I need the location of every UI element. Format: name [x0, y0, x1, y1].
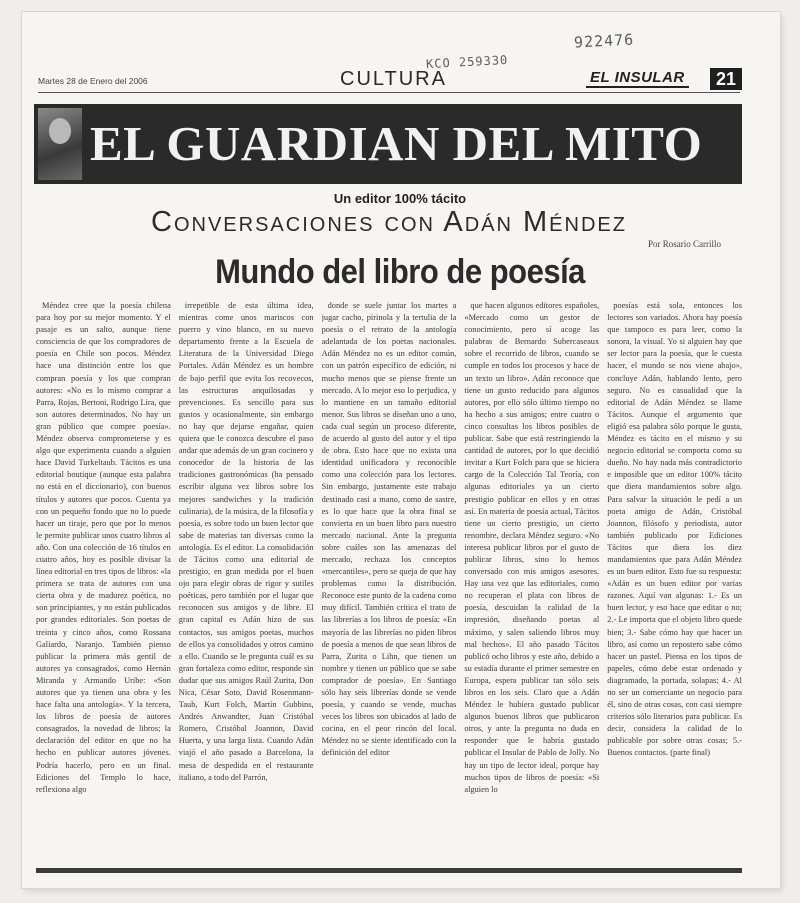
column-4	[464, 300, 599, 858]
catalog-code: KCO 259330	[425, 52, 509, 72]
subheadline: Mundo del libro de poesía	[215, 251, 585, 292]
column-text: irrepetible de esta última idea, mientras come unos mariscos con puerro y vino blanco, en su nuevo departamento frente a la Escuela de Literatura de la Universidad Diego Portales. Adán Méndez es un hombre de bajo perfil que evita los recovecos, las estructuras anquilosadas y prevenciones. Es sencillo para sus gustos y ocasionalmente, sin embargo no hay que dejarse engañar, quien quiera que le conozca descubre el paso andar que además de un gran cocinero y conocedor de la historia de las tradiciones gastronómicas (ha pensado escribir alguna vez libros sobre los mejores sandwiches y la tradición culinaria), de la música, de la filosofía y poesía, es sobre todo un buen lector que sabe de materias tan diversas como la antología. Es el editor. La consolidación de Tácitos como una editorial de prestigio, en gran medida por el buen ojo para elegir obras de rigor y sutiles poéticas, pero también por el lugar que reconocen sus amigos y de libre. El gran capital es Adán hizo de sus contactos, sus amigos poetas, muchos de ellos ya consolidados y otros camino a ello. Cuando se le pregunta cuál es su gran fortaleza como editor, responde sin dudar que sus amigos Raúl Zurita, Don Nica, César Soto, David Rosenmann-Taub, Kurt Folch, Martín Gubbins, Andrés Anwandter, Juan Cristóbal Romero, Cristóbal Joannon, David Huerta, y una larga lista. Cuando Adán viajó el año pasado a Barcelona, la mesa de despedida en el restaurante italiano, a todo del Parrón,	[178, 301, 314, 782]
issue-date: Martes 28 de Enero del 2006	[38, 76, 148, 86]
handwritten-number: 922476	[573, 30, 635, 52]
article-body	[36, 300, 742, 858]
column-5	[607, 300, 742, 858]
title-banner	[34, 104, 742, 184]
column-text: donde se suele juntar los martes a jugar cacho, pirinola y la tertulia de la poesía o el retrato de la antología adelantada de los poetas nacionales. Adán Méndez no es un editor común, con un patrón específico de edición, ni mucho menos que se piense frente un mercado. A lo mejor eso lo perjudica, y lo mantiene en un tamaño editorial menor. Sus libros se diseñan uno a uno, cada cual según un proceso diferente, de acuerdo al gusto del autor y el tipo de obra. Esto hace que no exista una identidad unificadora y reconocible como una colección para los lectores. Sin embargo, justamente este trabajo destinado casi a mano, como de sastre, es lo que hace que la obra final se convierta en un buen libro para nuestro mercado nacional. Ante la pregunta sobre cuáles son las amenazas del mercado, rechaza los conceptos «mercantiles», pero se queja de que hay problemas como la distribución. Reconoce este punto de la cadena como muy difícil. También critica el trato de las librerías a los libros de poesía: «En mayoría de las librerías no piden libros de poesía a menos de que sean libros de Parra, Zurita o Lihn, que tienen un nombre y tienen un público que se sabe comprador de poesía». En Santiago sólo hay seis librerías donde se vende poesía, y cuando se vende, muchas veces los libros son ubicados al lado de cocina, en el peor rincón del local. Méndez no se siente identificado con la definición del editor	[321, 301, 457, 758]
kicker: Un editor 100% tácito	[333, 191, 467, 206]
section-label: CULTURA	[340, 68, 447, 90]
column-text: poesías está sola, entonces los lectores son variados. Ahora hay poesía que tampoco es para leer, como la sonora, la visual. Yo si alguien hay que ser lector para la poesía, que le cuesta hacer, el mundo se nos viene abajo», concluye Adán, hablando lento, pero seguro. No es casualidad que la editorial de Adán Méndez se llame Tácitos. Aunque el argumento que eligió esa palabra sólo porque le gusta, Méndez es tácito en el mismo y su negocio editorial se comporta como su dueño. No hay nada más contradictorio e imposible que un editor 100% tácito que diera mandamientos sobre algo. Para salvar la situación le pedí a un poeta amigo de Adán, Cristóbal Joannon, filósofo y periodista, autor también publicado por Ediciones Tácitos que diera los diez mandamientos que para Adán Méndez es un buen editor. Esto fue su respuesta: «Adán es un buen editor por varias razones. Aquí van algunas: 1.- Es un buen lector, y eso hace que editar o no; 2.- Le importa que el objeto libro quede bien; 3.- Sabe cómo hay que hacer un libro, así como un repostero sabe cómo hacer un pastel. Piensa en los tipos de papeles, cómo debe estar ordenado y diagramado, la portada, solapas; 4.- Al no ser un comerciante un negocio para él, sino de otras cosas, con casi siempre criterios sólo literarios para publicar. Es decir, considera la calidad de lo publicable por sobre otras cosas; 5.- Buenos contactos. (parte final)	[607, 301, 742, 758]
column-text: que hacen algunos editores españoles, «Mercado como un gestor de conocimiento, pero sí acoge las palabras de Bernardo Subercaseaux sobre el recorrido de libros, cuando se cumple en todos los procesos y hace de un texto un libro». Adán reconoce que tiene un gusto reducido para algunos autores, por ello sólo último tiempo no ha hecho a sus amigos; entre cuatro o cinco consultas los libros posibles de publicar. Sabe que está restringiendo la cantidad de autores, por lo que decidió invitar a Kurt Folch para que se hiciera cargo de la Colección Tal Teoría, con algunas editoriales ya un cierto prestigio publicar en ellos y en otras así. En materia de poesía actual, Tácitos tiene un cierto prestigio, un cierto renombre, declara Méndez seguro. «No interesa publicar libros por el gusto de publicar libros, sino lo hemos conversado con mis amigos asesores. Hay una vez que las editoriales, como no recuperan el plata con libros de poesía, descuidan la calidad de la impresión, diseñando poetas al máximo, y salen saliendo libros muy mal hechos». El año pasado Tácitos publicó ocho libros y este año, debido a su estadía durante el primer semestre en Europa, espera publicar tan sólo seis libros en los seis. Claro que a Adán Méndez le hubiera gustado publicar algunos buenos libros que publicaron otros, y ante la pregunta no duda en responder que le habría gustado publicar el Insular de Pablo de Jolly. No hay un tipo de lector ideal, porque hay muchos tipos de libros de poesía: «Si alguien lo	[464, 301, 600, 794]
header-rule	[38, 92, 740, 93]
column-text: Méndez cree que la poesía chilena para hoy por su mejor momento. Y el pasaje es un salto, aunque tiene consciencia de que los compradores de poesía en Chile son pocos. Méndez hace una distinción entre los que compran poesía y los que compran autores: «No es lo mismo comprar a Parra, Rojas, Bertoni, Rodrigo Lira, que son autores determinados. No hay un gran público que compre poesía». Méndez observa comprometerse y es algo que experimenta cuando a alguien hace David Turkeltaub. Tácitos es una editorial boutique (aunque esta palabra no está en el diccionario), con buenos títulos y autores que pocos. Cuenta ya con un pequeño fondo que no lo puede hacer un tiraje, pero que por lo menos le permite publicar unos cuatro libros al año. Con una colección de 16 títulos en cuatro años, hoy es posible divisar la línea editorial en tres tipos de libros: «la primera se trata de autores con una cierta obra y de madurez poética, no son principiantes, y no están publicados por grandes editoriales. Son poetas de treinta y cinco años, como Rossana Galiardo, Naranjo. También pienso publicar la primera más gentil de autores ya consagrados, como Hernán Miranda y Armando Uribe: «Son autores que ya tienen una obra y les hace falta una antología». Y la tercera, los libros de poesía de autores consagrados, la novedad de libros; la declaración del editor en que no ha hecho en publicar autores jóvenes. Podría hacerlo, pero en un final. Ediciones del Templo lo hace, reflexiona algo	[36, 301, 171, 794]
headline: Conversaciones con Adán Méndez	[151, 206, 627, 238]
column-2	[179, 300, 314, 858]
author-photo	[38, 108, 82, 180]
byline: Por Rosario Carrillo	[648, 239, 721, 249]
newspaper-logo: EL INSULAR	[586, 70, 689, 88]
banner-title: EL GUARDIAN DEL MITO	[90, 116, 703, 171]
column-3	[322, 300, 457, 858]
footer-rule	[36, 868, 742, 873]
column-1	[36, 300, 171, 858]
page-number: 21	[710, 68, 742, 90]
